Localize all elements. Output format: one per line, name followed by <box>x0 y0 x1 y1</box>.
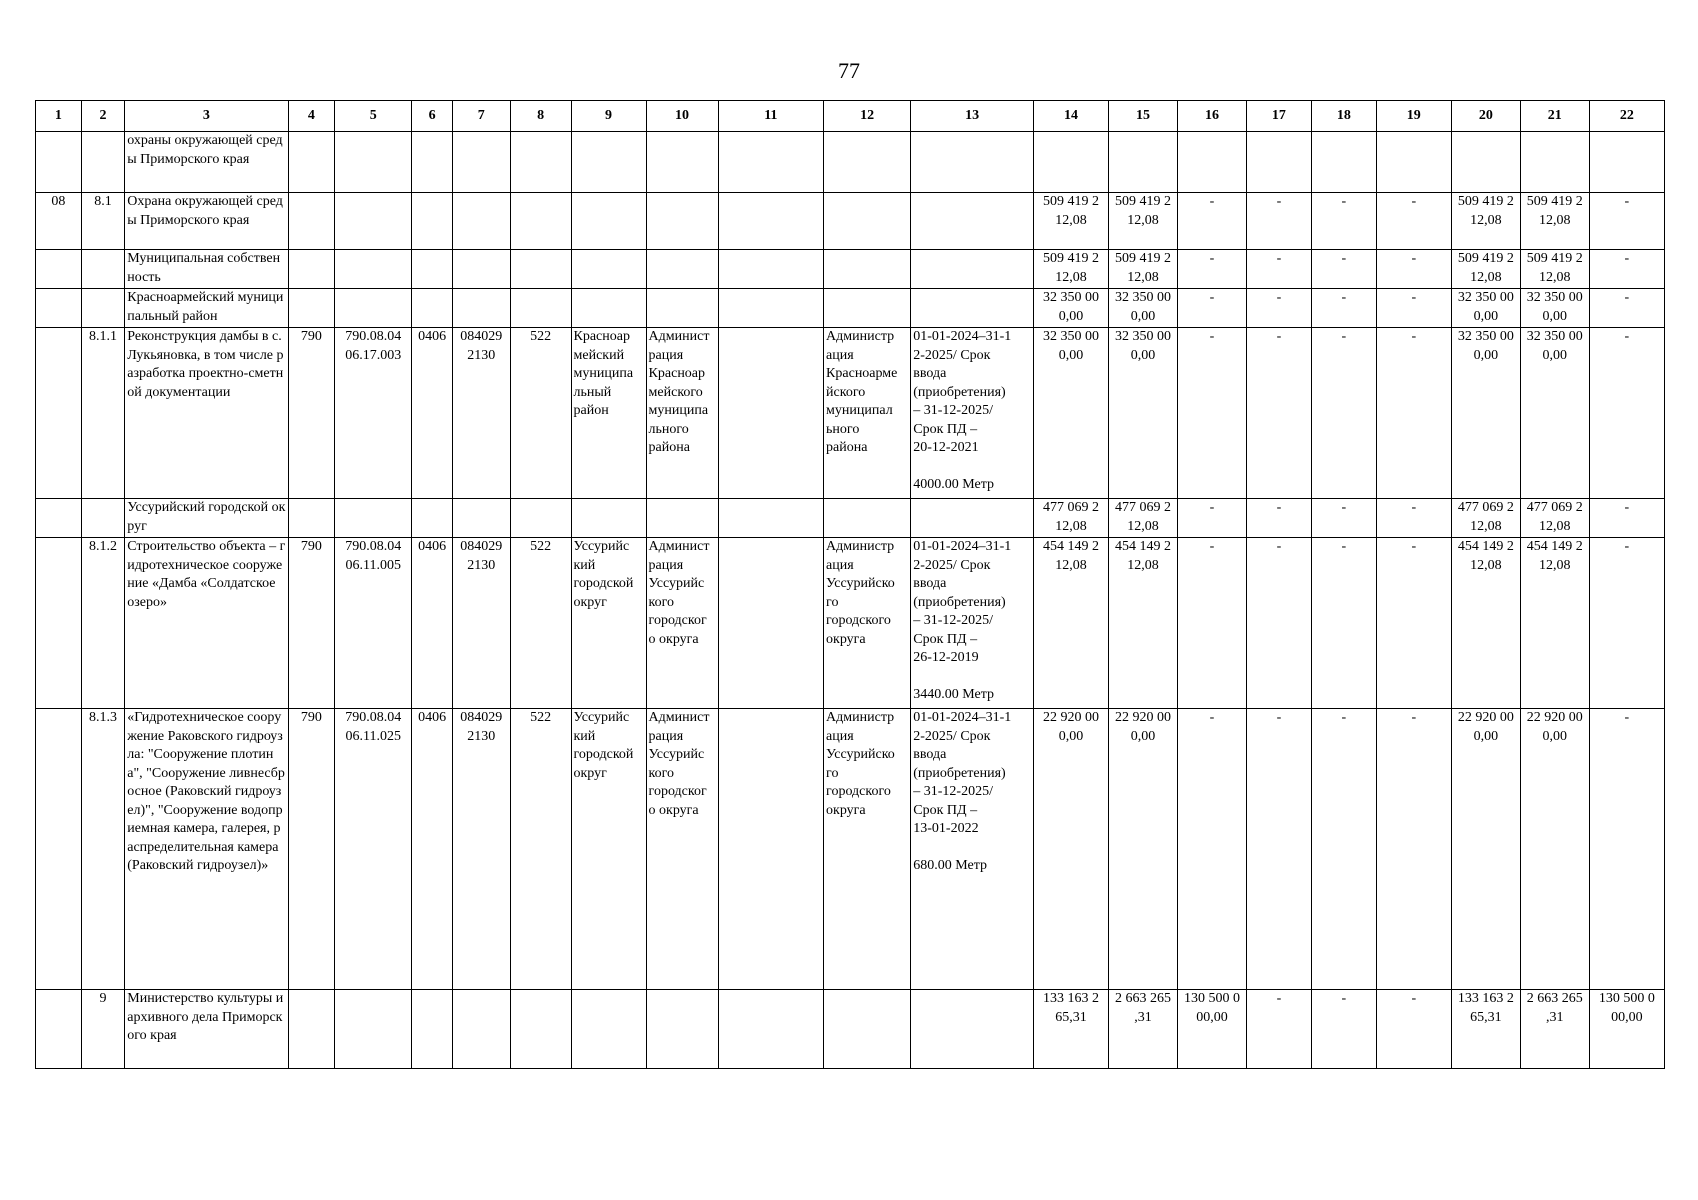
column-header: 13 <box>911 101 1034 132</box>
table-cell-col-7 <box>452 289 510 328</box>
table-cell-col-20: 477 069 2 12,08 <box>1451 499 1520 538</box>
table-cell-col-11 <box>718 499 823 538</box>
table-cell-col-12 <box>824 250 911 289</box>
header-row <box>36 101 1665 132</box>
column-header: 20 <box>1451 101 1520 132</box>
column-header: 22 <box>1589 101 1664 132</box>
table-row <box>36 709 1665 990</box>
table-cell-col-1 <box>36 538 82 709</box>
table-cell-col-8 <box>510 250 571 289</box>
table-cell-col-9: Уссурийс кий городской округ <box>571 709 646 990</box>
table-cell-col-8: 522 <box>510 328 571 499</box>
table-cell-col-7: 084029 2130 <box>452 328 510 499</box>
table-cell-col-11 <box>718 990 823 1069</box>
table-cell-col-17 <box>1246 132 1311 193</box>
table-cell-col-17: - <box>1246 250 1311 289</box>
table-cell-col-19: - <box>1376 990 1451 1069</box>
table-cell-col-20: 32 350 00 0,00 <box>1451 328 1520 499</box>
table-cell-col-3: Красноармейский муниципальный район <box>125 289 288 328</box>
table-cell-col-22: - <box>1589 538 1664 709</box>
table-cell-col-22: - <box>1589 250 1664 289</box>
column-header: 5 <box>335 101 412 132</box>
table-cell-col-21: 32 350 00 0,00 <box>1520 289 1589 328</box>
table-cell-col-10 <box>646 499 718 538</box>
table-cell-col-1 <box>36 289 82 328</box>
table-cell-col-20: 133 163 2 65,31 <box>1451 990 1520 1069</box>
table-cell-col-11 <box>718 289 823 328</box>
table-cell-col-21: 509 419 2 12,08 <box>1520 250 1589 289</box>
table-cell-col-13: 01-01-2024–31-1 2-2025/ Срок ввода (приобретения) – 31-12-2025/ Срок ПД – 13-01-2022 680.00 Метр <box>911 709 1034 990</box>
table-cell-col-12 <box>824 499 911 538</box>
column-header: 9 <box>571 101 646 132</box>
table-cell-col-2 <box>81 250 125 289</box>
table-cell-col-7 <box>452 499 510 538</box>
table-cell-col-10 <box>646 250 718 289</box>
table-cell-col-15: 32 350 00 0,00 <box>1109 328 1178 499</box>
table-cell-col-4: 790 <box>288 709 335 990</box>
column-header: 3 <box>125 101 288 132</box>
table-cell-col-2 <box>81 289 125 328</box>
table-cell-col-3: Реконструкция дамбы в с. Лукьяновка, в том числе разработка проектно-сметной документации <box>125 328 288 499</box>
table-cell-col-14: 22 920 00 0,00 <box>1033 709 1108 990</box>
table-cell-col-7 <box>452 250 510 289</box>
table-cell-col-7 <box>452 132 510 193</box>
table-cell-col-11 <box>718 328 823 499</box>
table-cell-col-15: 2 663 265 ,31 <box>1109 990 1178 1069</box>
table-cell-col-5 <box>335 289 412 328</box>
table-cell-col-16: - <box>1178 193 1247 250</box>
table-cell-col-3: Муниципальная собственность <box>125 250 288 289</box>
column-header: 2 <box>81 101 125 132</box>
table-cell-col-7 <box>452 193 510 250</box>
column-header: 12 <box>824 101 911 132</box>
table-cell-col-5 <box>335 132 412 193</box>
table-cell-col-14 <box>1033 132 1108 193</box>
table-cell-col-1 <box>36 709 82 990</box>
column-header: 14 <box>1033 101 1108 132</box>
table-cell-col-17: - <box>1246 289 1311 328</box>
table-cell-col-17: - <box>1246 499 1311 538</box>
table-cell-col-9 <box>571 250 646 289</box>
column-header: 10 <box>646 101 718 132</box>
table-cell-col-10 <box>646 990 718 1069</box>
table-cell-col-20: 509 419 2 12,08 <box>1451 193 1520 250</box>
table-cell-col-3: охраны окружающей среды Приморского края <box>125 132 288 193</box>
table-cell-col-21: 2 663 265 ,31 <box>1520 990 1589 1069</box>
table-cell-col-7: 084029 2130 <box>452 538 510 709</box>
table-cell-col-9 <box>571 193 646 250</box>
table-cell-col-16: - <box>1178 538 1247 709</box>
table-cell-col-21 <box>1520 132 1589 193</box>
table-cell-col-2: 8.1.3 <box>81 709 125 990</box>
table-cell-col-15: 454 149 2 12,08 <box>1109 538 1178 709</box>
table-cell-col-17: - <box>1246 990 1311 1069</box>
table-cell-col-2: 8.1.2 <box>81 538 125 709</box>
table-cell-col-18: - <box>1311 250 1376 289</box>
table-cell-col-2 <box>81 132 125 193</box>
table-cell-col-4 <box>288 193 335 250</box>
table-cell-col-21: 477 069 2 12,08 <box>1520 499 1589 538</box>
table-cell-col-18: - <box>1311 990 1376 1069</box>
table-cell-col-16: - <box>1178 250 1247 289</box>
table-cell-col-15 <box>1109 132 1178 193</box>
column-header: 17 <box>1246 101 1311 132</box>
table-cell-col-1 <box>36 499 82 538</box>
table-cell-col-2: 8.1.1 <box>81 328 125 499</box>
table-cell-col-14: 133 163 2 65,31 <box>1033 990 1108 1069</box>
table-cell-col-15: 22 920 00 0,00 <box>1109 709 1178 990</box>
table-cell-col-9 <box>571 132 646 193</box>
table-cell-col-19: - <box>1376 193 1451 250</box>
table-cell-col-4: 790 <box>288 328 335 499</box>
table-cell-col-12 <box>824 132 911 193</box>
table-cell-col-11 <box>718 709 823 990</box>
table-cell-col-15: 477 069 2 12,08 <box>1109 499 1178 538</box>
table-cell-col-8 <box>510 193 571 250</box>
column-header: 15 <box>1109 101 1178 132</box>
table-cell-col-7: 084029 2130 <box>452 709 510 990</box>
table-cell-col-22: - <box>1589 193 1664 250</box>
table-cell-col-3: Строительство объекта – гидротехническое сооружение «Дамба «Солдатское озеро» <box>125 538 288 709</box>
column-header: 16 <box>1178 101 1247 132</box>
table-row <box>36 538 1665 709</box>
table-cell-col-8 <box>510 132 571 193</box>
table-cell-col-22: 130 500 0 00,00 <box>1589 990 1664 1069</box>
table-cell-col-6 <box>412 990 453 1069</box>
table-cell-col-22: - <box>1589 328 1664 499</box>
table-cell-col-19: - <box>1376 538 1451 709</box>
table-cell-col-19: - <box>1376 709 1451 990</box>
table-cell-col-21: 509 419 2 12,08 <box>1520 193 1589 250</box>
table-cell-col-13 <box>911 990 1034 1069</box>
table-cell-col-18: - <box>1311 193 1376 250</box>
table-row <box>36 132 1665 193</box>
table-cell-col-6 <box>412 193 453 250</box>
table-cell-col-15: 32 350 00 0,00 <box>1109 289 1178 328</box>
table-cell-col-1: 08 <box>36 193 82 250</box>
table-cell-col-18: - <box>1311 538 1376 709</box>
table-cell-col-5 <box>335 250 412 289</box>
table-cell-col-18: - <box>1311 499 1376 538</box>
table-cell-col-5: 790.08.04 06.11.005 <box>335 538 412 709</box>
table-cell-col-9 <box>571 499 646 538</box>
table-cell-col-16: - <box>1178 289 1247 328</box>
table-cell-col-6 <box>412 289 453 328</box>
table-cell-col-2: 9 <box>81 990 125 1069</box>
table-cell-col-13 <box>911 289 1034 328</box>
table-cell-col-10: Админист рация Уссурийс кого городског о округа <box>646 709 718 990</box>
table-cell-col-8: 522 <box>510 538 571 709</box>
table-cell-col-4 <box>288 132 335 193</box>
table-row <box>36 289 1665 328</box>
table-cell-col-19 <box>1376 132 1451 193</box>
table-cell-col-20 <box>1451 132 1520 193</box>
table-cell-col-21: 22 920 00 0,00 <box>1520 709 1589 990</box>
budget-table <box>35 100 1665 1069</box>
table-cell-col-2: 8.1 <box>81 193 125 250</box>
table-cell-col-16 <box>1178 132 1247 193</box>
table-cell-col-11 <box>718 538 823 709</box>
column-header: 4 <box>288 101 335 132</box>
table-cell-col-10 <box>646 132 718 193</box>
table-cell-col-13 <box>911 250 1034 289</box>
table-cell-col-6: 0406 <box>412 709 453 990</box>
column-header: 11 <box>718 101 823 132</box>
table-cell-col-6 <box>412 499 453 538</box>
table-cell-col-22: - <box>1589 289 1664 328</box>
table-cell-col-16: - <box>1178 499 1247 538</box>
column-header: 6 <box>412 101 453 132</box>
table-cell-col-13 <box>911 132 1034 193</box>
table-cell-col-1 <box>36 328 82 499</box>
table-cell-col-9 <box>571 289 646 328</box>
table-cell-col-5: 790.08.04 06.17.003 <box>335 328 412 499</box>
table-cell-col-13 <box>911 499 1034 538</box>
table-cell-col-21: 454 149 2 12,08 <box>1520 538 1589 709</box>
table-cell-col-5 <box>335 193 412 250</box>
table-cell-col-18: - <box>1311 709 1376 990</box>
table-cell-col-16: 130 500 0 00,00 <box>1178 990 1247 1069</box>
column-header: 7 <box>452 101 510 132</box>
table-cell-col-12: Администр ация Красноарме йского муниципал ьного района <box>824 328 911 499</box>
table-cell-col-5 <box>335 990 412 1069</box>
table-cell-col-13: 01-01-2024–31-1 2-2025/ Срок ввода (приобретения) – 31-12-2025/ Срок ПД – 26-12-2019 3440.00 Метр <box>911 538 1034 709</box>
table-cell-col-4 <box>288 250 335 289</box>
table-cell-col-4 <box>288 499 335 538</box>
table-cell-col-14: 477 069 2 12,08 <box>1033 499 1108 538</box>
table-cell-col-2 <box>81 499 125 538</box>
table-cell-col-10: Админист рация Уссурийс кого городског о округа <box>646 538 718 709</box>
table-cell-col-19: - <box>1376 250 1451 289</box>
table-cell-col-20: 509 419 2 12,08 <box>1451 250 1520 289</box>
table-cell-col-14: 509 419 2 12,08 <box>1033 193 1108 250</box>
column-header: 8 <box>510 101 571 132</box>
column-header: 21 <box>1520 101 1589 132</box>
table-cell-col-8: 522 <box>510 709 571 990</box>
table-cell-col-4 <box>288 289 335 328</box>
table-cell-col-22: - <box>1589 709 1664 990</box>
table-cell-col-13: 01-01-2024–31-1 2-2025/ Срок ввода (приобретения) – 31-12-2025/ Срок ПД – 20-12-2021 4000.00 Метр <box>911 328 1034 499</box>
table-cell-col-10 <box>646 289 718 328</box>
table-cell-col-16: - <box>1178 709 1247 990</box>
table-cell-col-21: 32 350 00 0,00 <box>1520 328 1589 499</box>
table-cell-col-10 <box>646 193 718 250</box>
table-cell-col-1 <box>36 132 82 193</box>
table-cell-col-7 <box>452 990 510 1069</box>
table-cell-col-9: Уссурийс кий городской округ <box>571 538 646 709</box>
table-cell-col-12 <box>824 990 911 1069</box>
table-cell-col-3: Министерство культуры и архивного дела Приморского края <box>125 990 288 1069</box>
table-cell-col-9 <box>571 990 646 1069</box>
column-header: 18 <box>1311 101 1376 132</box>
table-cell-col-19: - <box>1376 499 1451 538</box>
table-cell-col-18: - <box>1311 289 1376 328</box>
table-cell-col-19: - <box>1376 289 1451 328</box>
table-cell-col-4: 790 <box>288 538 335 709</box>
table-cell-col-17: - <box>1246 709 1311 990</box>
table-cell-col-14: 454 149 2 12,08 <box>1033 538 1108 709</box>
table-cell-col-11 <box>718 250 823 289</box>
table-row <box>36 990 1665 1069</box>
table-cell-col-9: Красноар мейский муниципа льный район <box>571 328 646 499</box>
table-cell-col-15: 509 419 2 12,08 <box>1109 193 1178 250</box>
table-cell-col-16: - <box>1178 328 1247 499</box>
table-row <box>36 250 1665 289</box>
table-cell-col-6 <box>412 250 453 289</box>
table-cell-col-6: 0406 <box>412 538 453 709</box>
column-header: 19 <box>1376 101 1451 132</box>
table-cell-col-20: 454 149 2 12,08 <box>1451 538 1520 709</box>
table-cell-col-3: «Гидротехническое сооружение Раковского гидроузла: "Сооружение плотина", "Сооружение ливнесбросное (Раковский гидроузел)", "Сооружение водоприемная камера, галерея, распределительная камера (Раковский гидроузел)» <box>125 709 288 990</box>
table-cell-col-6: 0406 <box>412 328 453 499</box>
table-cell-col-22: - <box>1589 499 1664 538</box>
table-cell-col-11 <box>718 193 823 250</box>
table-cell-col-20: 32 350 00 0,00 <box>1451 289 1520 328</box>
table-cell-col-13 <box>911 193 1034 250</box>
table-cell-col-1 <box>36 990 82 1069</box>
table-cell-col-3: Охрана окружающей среды Приморского края <box>125 193 288 250</box>
table-row <box>36 328 1665 499</box>
table-cell-col-12 <box>824 289 911 328</box>
table-cell-col-3: Уссурийский городской округ <box>125 499 288 538</box>
table-cell-col-10: Админист рация Красноар мейского муниципа льного района <box>646 328 718 499</box>
table-cell-col-17: - <box>1246 193 1311 250</box>
table-cell-col-22 <box>1589 132 1664 193</box>
table-cell-col-5: 790.08.04 06.11.025 <box>335 709 412 990</box>
table-cell-col-5 <box>335 499 412 538</box>
table-cell-col-12: Администр ация Уссурийско го городского округа <box>824 709 911 990</box>
table-cell-col-18: - <box>1311 328 1376 499</box>
page-number: 77 <box>838 58 860 83</box>
table-cell-col-14: 32 350 00 0,00 <box>1033 328 1108 499</box>
column-header: 1 <box>36 101 82 132</box>
table-cell-col-15: 509 419 2 12,08 <box>1109 250 1178 289</box>
table-row <box>36 193 1665 250</box>
table-cell-col-20: 22 920 00 0,00 <box>1451 709 1520 990</box>
table-cell-col-14: 32 350 00 0,00 <box>1033 289 1108 328</box>
table-cell-col-19: - <box>1376 328 1451 499</box>
table-cell-col-1 <box>36 250 82 289</box>
table-cell-col-14: 509 419 2 12,08 <box>1033 250 1108 289</box>
table-cell-col-12: Администр ация Уссурийско го городского округа <box>824 538 911 709</box>
table-cell-col-18 <box>1311 132 1376 193</box>
table-cell-col-6 <box>412 132 453 193</box>
table-cell-col-8 <box>510 499 571 538</box>
table-cell-col-12 <box>824 193 911 250</box>
table-cell-col-17: - <box>1246 538 1311 709</box>
table-cell-col-17: - <box>1246 328 1311 499</box>
table-cell-col-8 <box>510 289 571 328</box>
table-row <box>36 499 1665 538</box>
table-cell-col-8 <box>510 990 571 1069</box>
table-cell-col-4 <box>288 990 335 1069</box>
table-cell-col-11 <box>718 132 823 193</box>
